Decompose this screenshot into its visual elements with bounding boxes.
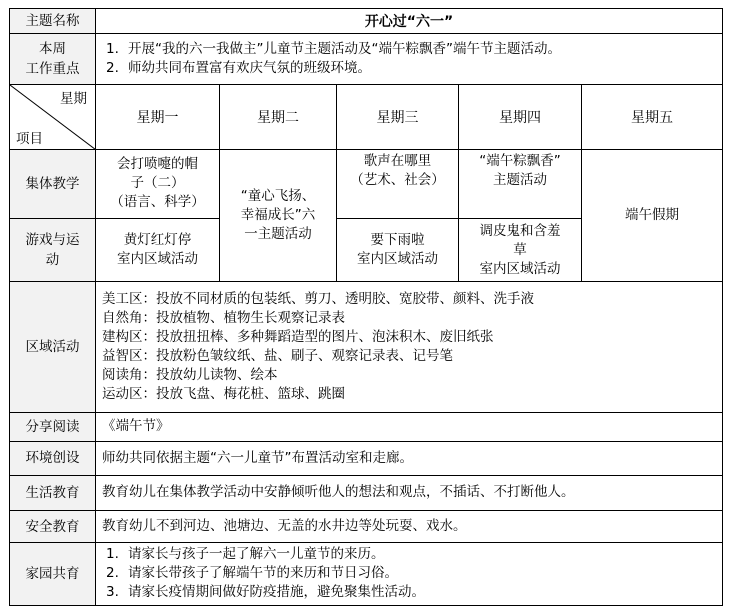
games-label [10,219,96,282]
thu-games-line: 室内区域活动 [479,260,561,277]
home-item-text: 请家长与孩子一起了解六一儿童节的来历。 [128,546,385,563]
safety-row [10,511,723,543]
mon-games-cell [96,219,220,282]
wed-games-line: 室内区域活动 [357,251,438,268]
life-education-row [10,475,723,511]
home-cooperation-list [102,545,722,602]
focus-content [96,34,723,84]
tue-theme-cell [220,149,337,281]
home-item-number: 2. [106,565,119,582]
day-header: 星期一 [96,84,220,149]
focus-label-line2: 工作重点 [25,60,80,77]
home-item-number: 1. [106,546,119,563]
thu-games-line: 调皮鬼和含羞 [479,222,561,239]
thu-games-cell [459,219,582,282]
mon-teaching-cell [96,149,220,218]
safety-label: 安全教育 [10,511,96,543]
area-activity-row [10,282,723,412]
reading-row [10,412,723,441]
wed-games-line: 要下雨啦 [370,232,425,249]
area-line: 阅读角：投放幼儿读物、绘本 [102,366,278,383]
focus-list [102,40,722,78]
focus-item-text: 开展“我的六一我做主”儿童节主题活动及“端午粽飘香”端午节主题活动。 [128,40,561,57]
mon-games-line: 黄灯红灯停 [123,232,192,249]
life-education-label: 生活教育 [10,475,96,511]
tue-theme-line: “童心飞扬、 [240,188,316,205]
thu-teaching-line: “端午粽飘香” [479,152,561,169]
environment-label: 环境创设 [10,441,96,475]
group-teaching-row [10,149,723,218]
home-cooperation-label: 家园共育 [10,542,96,605]
thu-teaching-line: 主题活动 [493,171,547,188]
home-cooperation-row [10,542,723,605]
area-line: 美工区：投放不同材质的包装纸、剪刀、透明胶、宽胶带、颜料、洗手液 [102,290,534,307]
home-cooperation-content [96,542,723,605]
tue-theme-line: 幸福成长”六 [240,207,316,224]
games-label-line2: 动 [45,252,60,269]
focus-item-number: 1. [106,40,119,57]
corner-top-label: 星期 [60,90,87,107]
weekly-plan-table [9,8,723,606]
focus-label [10,34,96,84]
area-line: 运动区：投放飞盘、梅花桩、篮球、跳圈 [102,385,345,402]
corner-bottom-label: 项目 [16,130,43,147]
theme-title: 开心过“六一” [96,9,723,34]
day-header: 星期三 [337,84,459,149]
home-item-text: 请家长带孩子了解端午节的来历和节日习俗。 [128,565,398,582]
theme-label: 主题名称 [10,9,96,34]
focus-item [106,59,722,78]
environment-content: 师幼共同依据主题“六一儿童节”布置活动室和走廊。 [96,441,723,475]
focus-item [106,40,722,59]
thu-teaching-cell [459,149,582,218]
wed-teaching-line: 歌声在哪里 [363,152,432,169]
area-line: 建构区：投放扭扭棒、多种舞蹈造型的图片、泡沫积木、废旧纸张 [102,328,494,345]
reading-content: 《端午节》 [96,412,723,441]
home-item [106,564,722,583]
wed-teaching-line: （艺术、社会） [350,171,445,188]
home-item-number: 3. [106,584,119,601]
games-label-line1: 游戏与运 [25,232,80,249]
day-header: 星期五 [582,84,723,149]
home-item [106,545,722,564]
fri-holiday-cell: 端午假期 [582,149,723,281]
home-item-text: 请家长疫情期间做好防疫措施，避免聚集性活动。 [128,584,425,601]
wed-games-cell [337,219,459,282]
home-item [106,583,722,602]
life-education-content: 教育幼儿在集体教学活动中安静倾听他人的想法和观点，不插话、不打断他人。 [96,475,723,511]
day-header: 星期二 [220,84,337,149]
area-line: 自然角：投放植物、植物生长观察记录表 [102,309,345,326]
group-teaching-label: 集体教学 [10,149,96,218]
mon-teaching-line: （语言、科学） [110,194,205,211]
environment-row [10,441,723,475]
safety-content: 教育幼儿不到河边、池塘边、无盖的水井边等处玩耍、戏水。 [96,511,723,543]
thu-games-line: 草 [513,241,527,258]
focus-item-number: 2. [106,59,119,76]
corner-cell [10,84,96,149]
day-header: 星期四 [459,84,582,149]
area-activity-content [96,282,723,412]
theme-row [10,9,723,34]
day-header-row [10,84,723,149]
focus-label-line1: 本周 [39,40,66,57]
tue-theme-line: 一主题活动 [244,226,312,243]
mon-games-line: 室内区域活动 [117,251,198,268]
focus-item-text: 师幼共同布置富有欢庆气氛的班级环境。 [128,59,371,76]
wed-teaching-cell [337,149,459,218]
mon-teaching-line: 会打喷嚏的帽 [117,156,198,173]
mon-teaching-line: 子（二） [130,175,185,192]
focus-row [10,34,723,84]
area-line: 益智区：投放粉色皱纹纸、盐、刷子、观察记录表、记号笔 [102,347,453,364]
reading-label: 分享阅读 [10,412,96,441]
area-activity-label: 区域活动 [10,282,96,412]
